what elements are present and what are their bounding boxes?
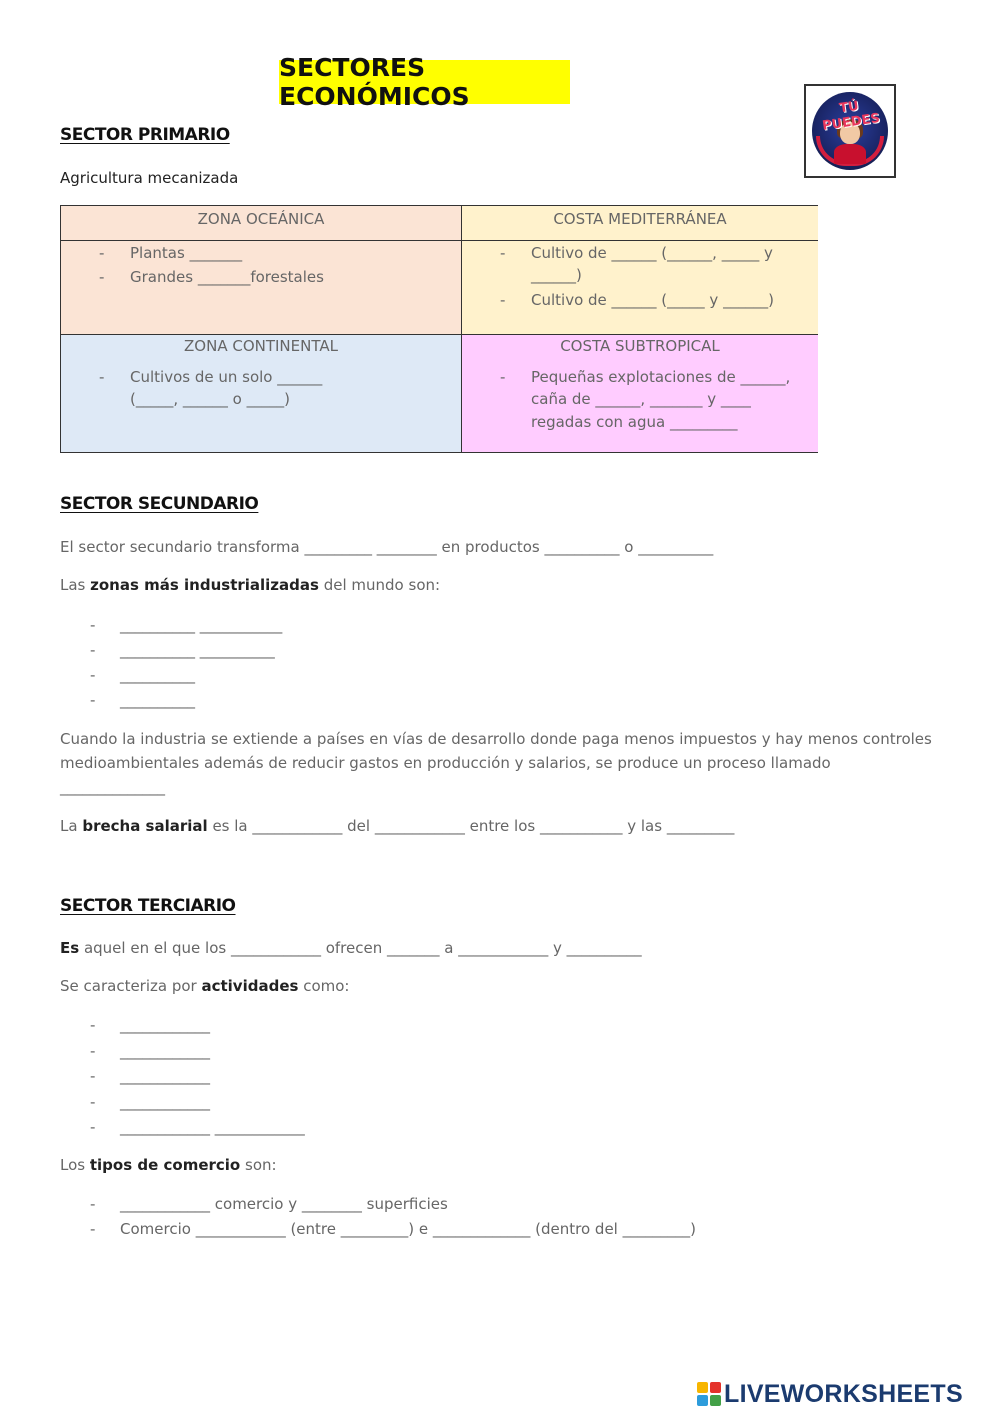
liveworksheets-logo-text: LIVEWORKSHEETS <box>724 1379 963 1408</box>
brecha-salarial-sentence: La brecha salarial es la ____________ del ____________ entre los ___________ y las _________ <box>60 817 735 835</box>
actividad-blank[interactable]: ____________ <box>120 1042 210 1060</box>
zones-table <box>60 205 818 453</box>
zona-industrial-blank[interactable]: __________ __________ <box>120 641 275 659</box>
costa-subtropical-title: COSTA SUBTROPICAL <box>560 337 720 355</box>
zona-oceanica-item: Plantas _______ <box>130 244 243 262</box>
costa-mediterranea-title: COSTA MEDITERRÁNEA <box>553 210 727 228</box>
actividad-blank[interactable]: ____________ <box>120 1093 210 1111</box>
actividad-blank[interactable]: ____________ <box>120 1067 210 1085</box>
zona-continental-item: (_____, ______ o _____) <box>130 390 290 408</box>
costa-mediterranea-cell: COSTA MEDITERRÁNEA - Cultivo de ______ (______, _____ y ______) - Cultivo de ______ (_____ y ______) <box>462 206 818 335</box>
zona-oceanica-item: Grandes _______forestales <box>130 268 324 286</box>
tipo-comercio-item[interactable]: Comercio ____________ (entre _________) e _____________ (dentro del _________) <box>120 1220 696 1238</box>
actividades-sentence: Se caracteriza por actividades como: <box>60 977 350 995</box>
terciario-definition-sentence: Es aquel en el que los ____________ ofrecen _______ a ____________ y __________ <box>60 939 642 957</box>
zona-continental-cell: ZONA CONTINENTAL - Cultivos de un solo ______ (_____, ______ o _____) <box>61 335 462 452</box>
zona-continental-item: Cultivos de un solo ______ <box>130 368 323 386</box>
costa-subtropical-item: regadas con agua _________ <box>531 413 738 431</box>
zona-continental-title: ZONA CONTINENTAL <box>184 337 338 355</box>
zona-industrial-blank[interactable]: __________ ___________ <box>120 616 283 634</box>
liveworksheets-logo[interactable] <box>697 1378 963 1410</box>
costa-mediterranea-item: ______) <box>531 266 582 284</box>
costa-subtropical-item: Pequeñas explotaciones de ______, <box>531 368 791 386</box>
zonas-industrializadas-sentence: Las zonas más industrializadas del mundo son: <box>60 576 441 594</box>
zona-industrial-blank[interactable]: __________ <box>120 691 195 709</box>
costa-subtropical-cell: COSTA SUBTROPICAL - Pequeñas explotaciones de ______, caña de ______, _______ y ____ regadas con agua _________ <box>462 335 818 452</box>
page-title: SECTORES ECONÓMICOS <box>279 60 570 104</box>
zona-oceanica-cell: ZONA OCEÁNICA - Plantas _______ - Grandes _______forestales <box>61 206 462 335</box>
proceso-paragraph-line2: medioambientales además de reducir gastos en producción y salarios, se produce un proceso llamado <box>60 754 831 772</box>
badge-text: TÚ PUEDES <box>821 98 881 134</box>
transforma-sentence: El sector secundario transforma _________ ________ en productos __________ o __________ <box>60 538 714 556</box>
liveworksheets-logo-icon <box>697 1382 721 1406</box>
tu-puedes-badge-image <box>804 84 896 178</box>
tipo-comercio-item[interactable]: ____________ comercio y ________ superficies <box>120 1195 448 1213</box>
zona-oceanica-title: ZONA OCEÁNICA <box>197 210 325 228</box>
tipos-comercio-sentence: Los tipos de comercio son: <box>60 1156 277 1174</box>
costa-subtropical-item: caña de ______, _______ y ____ <box>531 390 751 408</box>
sector-primario-heading: SECTOR PRIMARIO <box>60 125 230 145</box>
actividad-blank[interactable]: ____________ <box>120 1016 210 1034</box>
costa-mediterranea-item: Cultivo de ______ (_____ y ______) <box>531 291 774 309</box>
actividad-blank[interactable]: ____________ ____________ <box>120 1118 305 1136</box>
sector-terciario-heading: SECTOR TERCIARIO <box>60 896 236 916</box>
zona-industrial-blank[interactable]: __________ <box>120 666 195 684</box>
agricultura-subheading: Agricultura mecanizada <box>60 169 239 187</box>
sector-secundario-heading: SECTOR SECUNDARIO <box>60 494 259 514</box>
costa-mediterranea-item: Cultivo de ______ (______, _____ y <box>531 244 773 262</box>
proceso-paragraph-line1: Cuando la industria se extiende a países en vías de desarrollo donde paga menos impuestos y hay menos controles <box>60 730 932 748</box>
proceso-blank[interactable]: ______________ <box>60 778 165 796</box>
